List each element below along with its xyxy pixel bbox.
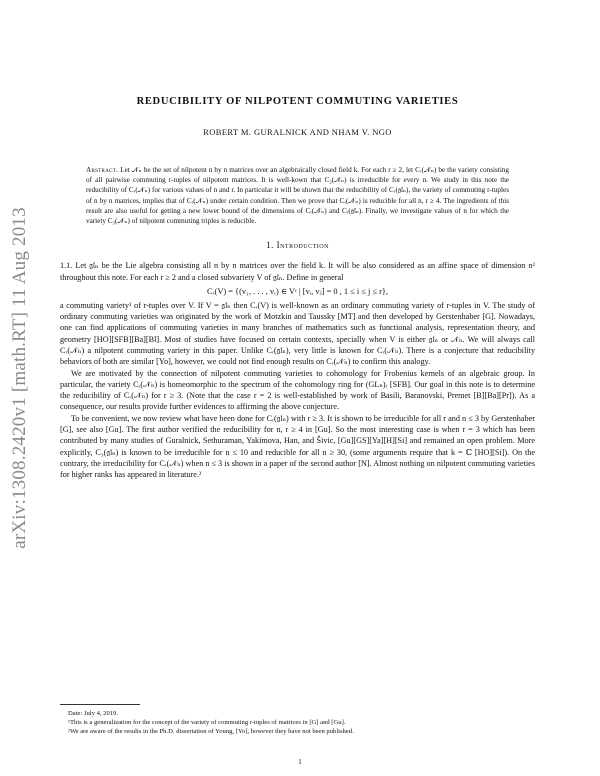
paper-authors: ROBERT M. GURALNICK AND NHAM V. NGO	[203, 127, 392, 137]
abstract-label: Abstract.	[86, 166, 119, 174]
footnote-2: ²We are aware of the results in the Ph.D. dissertation of Young, [Yo], however they have not been published.	[68, 728, 354, 735]
paragraph: a commuting variety¹ of r-tuples over V. If V = 𝔤𝔩ₙ then Cᵣ(V) is well-known as an ordinary commuting variety of r-tuples in V. The study of ordinary commuting varieties was originated by the work of Motzkin and Taussky [MT] and then developed by Gerstenhaber [G]. Nowadays, one can find applications of commuting varieties in many branches of mathematics such as functional analysis, representation theory, and geometry [HO][SFB][Ba][Bl]. Most of studies have focused on certain contexts, specially when V is either 𝔤𝔩ₙ or 𝒩ₙ. We will always call Cᵣ(𝒩ₙ) a nilpotent commuting variety in this paper. Unlike Cᵣ(𝔤𝔩ₙ), very little is known for Cᵣ(𝒩ₙ). There is a conjecture that reducibility behaviors of both are similar [Yo], however, we could not find enough results on Cᵣ(𝒩ₙ) to confirm this analogy.	[60, 300, 535, 367]
paragraph: We are motivated by the connection of nilpotent commuting varieties to cohomology for Frobenius kernels of an algebraic group. In particular, the variety Cᵣ(𝒩ₙ) is homeomorphic to the spectrum of the cohomology ring for (GLₙ)ᵣ [SFB]. Our goal in this note is to determine the reducibility of Cᵣ(𝒩ₙ) for r ≥ 3. (Note that the case r = 2 is well-established by work of Basili, Baranovski, Premet [B][Ba][Pr]). As a consequence, our results provide further evidences to affirming the above conjecture.	[60, 368, 535, 412]
arxiv-stamp-text: arXiv:1308.2420v1 [math.RT] 11 Aug 2013	[9, 207, 30, 549]
footnote-rule	[60, 704, 140, 705]
footnote-date: Date: July 4, 2019.	[68, 710, 118, 717]
section-heading: 1. Introduction	[266, 240, 329, 251]
footnotes	[60, 704, 535, 736]
paper-title: REDUCIBILITY OF NILPOTENT COMMUTING VARIETIES	[136, 96, 459, 107]
footnote-1: ¹This is a generalization for the concept of the variety of commuting r-tuples of matrices in [G] and [Gu].	[68, 719, 346, 726]
abstract-text: Let 𝒩ₙ be the set of nilpotent n by n matrices over an algebraically closed field k. For each r ≥ 2, let Cᵣ(𝒩ₙ) be the variety consisting of all pairwise commuting r-tuples of nilpotent matrices. It is well-kown that C₂(𝒩ₙ) is irreducible for every n. We study in this note the reducibility of Cᵣ(𝒩ₙ) for various values of n and r. In particular it will be shown that the reducibility of Cᵣ(𝔤𝔩ₙ), the variety of commuting r-tuples of n by n matrices, implies that of Cᵣ(𝒩ₙ) under certain condition. Then we prove that Cᵣ(𝒩ₙ) is reducible for all n, r ≥ 4. The ingredients of this result are also useful for getting a new lower bound of the dimensions of Cᵣ(𝒩ₙ) and Cᵣ(𝔤𝔩ₙ). Finally, we investigate values of n for which the variety C₃(𝒩ₙ) of nilpotent commuting triples is reducible.	[86, 166, 509, 226]
page-number: 1	[298, 758, 302, 766]
body-text	[60, 260, 535, 480]
arxiv-stamp	[8, 188, 32, 568]
paragraph: 1.1. Let 𝔤𝔩ₙ be the Lie algebra consisting all n by n matrices over the field k. It will be also considered as an affine space of dimension n² throughout this note. For each r ≥ 2 and a closed subvariety V of 𝔤𝔩ₙ. Define in general	[60, 261, 535, 282]
paragraph: To be convenient, we now review what have been done for Cᵣ(𝔤𝔩ₙ) with r ≥ 3. It is shown to be irreducible for all r and n ≤ 3 by Gerstenhaber [G], see also [Gu]. The first author verified the reducibility for n, r ≥ 4 in [Gu]. So the most interesting case is when r = 3 which has been contributed by many studies of Guralnick, Sethuraman, Yakimova, Han, and Šivic, [Gu][GS][Ya][H][Si] and remained an open problem. More explicitly, C₃(𝔤𝔩ₙ) is known to be irreducible for n ≤ 10 and reducible for all n ≥ 30, (some arguments require that k = ℂ [HO][Si]). On the contrary, the irreducibility for Cᵣ(𝒩ₙ) when n ≤ 3 is shown in a paper of the second author [N]. Almost nothing on nilpotent commuting varieties for higher ranks has appeared in literature.²	[60, 413, 535, 480]
paper-page	[60, 96, 535, 481]
display-formula: Cᵣ(V) = {(v₁, . . . , vᵣ) ∈ Vʳ | [vᵢ, vⱼ] = 0 , 1 ≤ i ≤ j ≤ r},	[207, 286, 388, 296]
abstract	[86, 165, 509, 226]
